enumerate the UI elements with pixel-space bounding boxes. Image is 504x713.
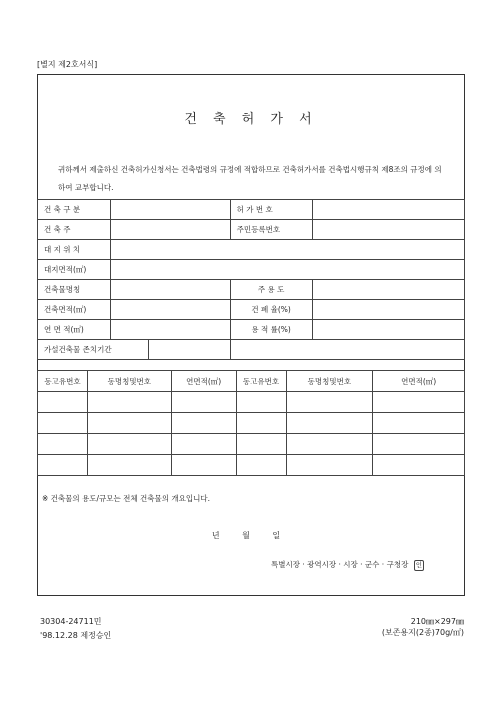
value-cell[interactable] bbox=[312, 200, 464, 220]
value-cell[interactable] bbox=[312, 220, 464, 240]
header-building-id: 동고유번호 bbox=[236, 371, 286, 392]
value-cell[interactable] bbox=[110, 280, 230, 300]
cell[interactable] bbox=[286, 392, 373, 413]
table-row bbox=[38, 200, 465, 220]
table-row bbox=[38, 280, 465, 300]
table-row bbox=[38, 220, 465, 240]
approval-date: '98.12.28 제정승인 bbox=[40, 631, 112, 640]
building-table bbox=[37, 370, 465, 476]
cell[interactable] bbox=[38, 455, 88, 476]
value-cell[interactable] bbox=[110, 220, 230, 240]
label-site-area: 대지면적(㎡) bbox=[38, 260, 111, 280]
cell[interactable] bbox=[286, 434, 373, 455]
cell[interactable] bbox=[236, 392, 286, 413]
cell[interactable] bbox=[373, 392, 465, 413]
cell[interactable] bbox=[286, 455, 373, 476]
label-owner: 건 축 주 bbox=[38, 220, 111, 240]
table-header-row bbox=[38, 371, 465, 392]
label-permit-number: 허 가 번 호 bbox=[230, 200, 312, 220]
paper-type: (보존용지(2종)70g/㎡) bbox=[381, 628, 464, 637]
cell[interactable] bbox=[171, 455, 236, 476]
form-id-label: [별지 제2호서식] bbox=[37, 60, 98, 69]
cell[interactable] bbox=[236, 434, 286, 455]
cell[interactable] bbox=[87, 455, 171, 476]
table-row bbox=[38, 260, 465, 280]
value-cell[interactable] bbox=[110, 240, 464, 260]
permit-form bbox=[37, 74, 465, 596]
header-building-id: 동고유번호 bbox=[38, 371, 88, 392]
info-table bbox=[37, 199, 465, 360]
cell[interactable] bbox=[87, 392, 171, 413]
value-cell[interactable] bbox=[110, 260, 464, 280]
label-total-floor-area: 연 면 적(㎡) bbox=[38, 320, 111, 340]
cell[interactable] bbox=[373, 434, 465, 455]
cell[interactable] bbox=[171, 434, 236, 455]
cell[interactable] bbox=[38, 434, 88, 455]
label-floor-area-ratio: 용 적 률(%) bbox=[230, 320, 312, 340]
table-row bbox=[38, 340, 465, 360]
label-coverage-ratio: 건 폐 율(%) bbox=[230, 300, 312, 320]
table-row bbox=[38, 455, 465, 476]
cell[interactable] bbox=[373, 455, 465, 476]
table-row bbox=[38, 240, 465, 260]
cell[interactable] bbox=[286, 413, 373, 434]
cell[interactable] bbox=[38, 392, 88, 413]
table-row bbox=[38, 434, 465, 455]
table-row bbox=[38, 300, 465, 320]
header-building-name: 동명칭및번호 bbox=[286, 371, 373, 392]
header-floor-area: 연면적(㎡) bbox=[171, 371, 236, 392]
label-building-type: 건 축 구 분 bbox=[38, 200, 111, 220]
paper-size: 210㎜×297㎜ bbox=[410, 617, 464, 626]
cell[interactable] bbox=[171, 392, 236, 413]
value-cell[interactable] bbox=[312, 280, 464, 300]
table-row bbox=[38, 392, 465, 413]
cell[interactable] bbox=[171, 413, 236, 434]
header-floor-area: 연면적(㎡) bbox=[373, 371, 465, 392]
value-cell[interactable] bbox=[312, 320, 464, 340]
label-temporary-period-text: 가설건축물 존치기간 bbox=[38, 340, 149, 359]
label-resident-number: 주민등록번호 bbox=[230, 220, 312, 240]
seal-mark: 인 bbox=[415, 561, 422, 569]
date-line: 년 월 일 bbox=[211, 531, 291, 540]
value-cell[interactable] bbox=[110, 300, 230, 320]
signature-text: 특별시장 · 광역시장 · 시장 · 군수 · 구청장 bbox=[271, 560, 409, 569]
form-code: 30304-24711민 bbox=[40, 617, 102, 626]
value-cell[interactable] bbox=[110, 320, 230, 340]
intro-text: 귀하께서 제출하신 건축허가신청서는 건축법령의 규정에 적합하므로 건축허가서를 건축법시행규칙 제8조의 규정에 의하여 교부합니다. bbox=[58, 165, 442, 192]
table-row bbox=[38, 320, 465, 340]
label-building-name: 건축물명칭 bbox=[38, 280, 111, 300]
header-building-name: 동명칭및번호 bbox=[87, 371, 171, 392]
value-cell[interactable] bbox=[312, 300, 464, 320]
form-title: 건 축 허 가 서 bbox=[184, 112, 318, 127]
cell[interactable] bbox=[373, 413, 465, 434]
signature-line bbox=[271, 559, 424, 571]
cell[interactable] bbox=[38, 413, 88, 434]
label-main-use: 주 용 도 bbox=[230, 280, 312, 300]
value-cell[interactable] bbox=[230, 340, 464, 360]
label-building-area: 건축면적(㎡) bbox=[38, 300, 111, 320]
label-temporary-period bbox=[38, 340, 231, 360]
note-text: ※ 건축물의 용도/규모는 전체 건축물의 개요입니다. bbox=[42, 494, 211, 503]
cell[interactable] bbox=[236, 455, 286, 476]
cell[interactable] bbox=[236, 413, 286, 434]
value-cell[interactable] bbox=[110, 200, 230, 220]
cell[interactable] bbox=[87, 413, 171, 434]
cell[interactable] bbox=[87, 434, 171, 455]
label-site-location: 대 지 위 치 bbox=[38, 240, 111, 260]
table-row bbox=[38, 413, 465, 434]
